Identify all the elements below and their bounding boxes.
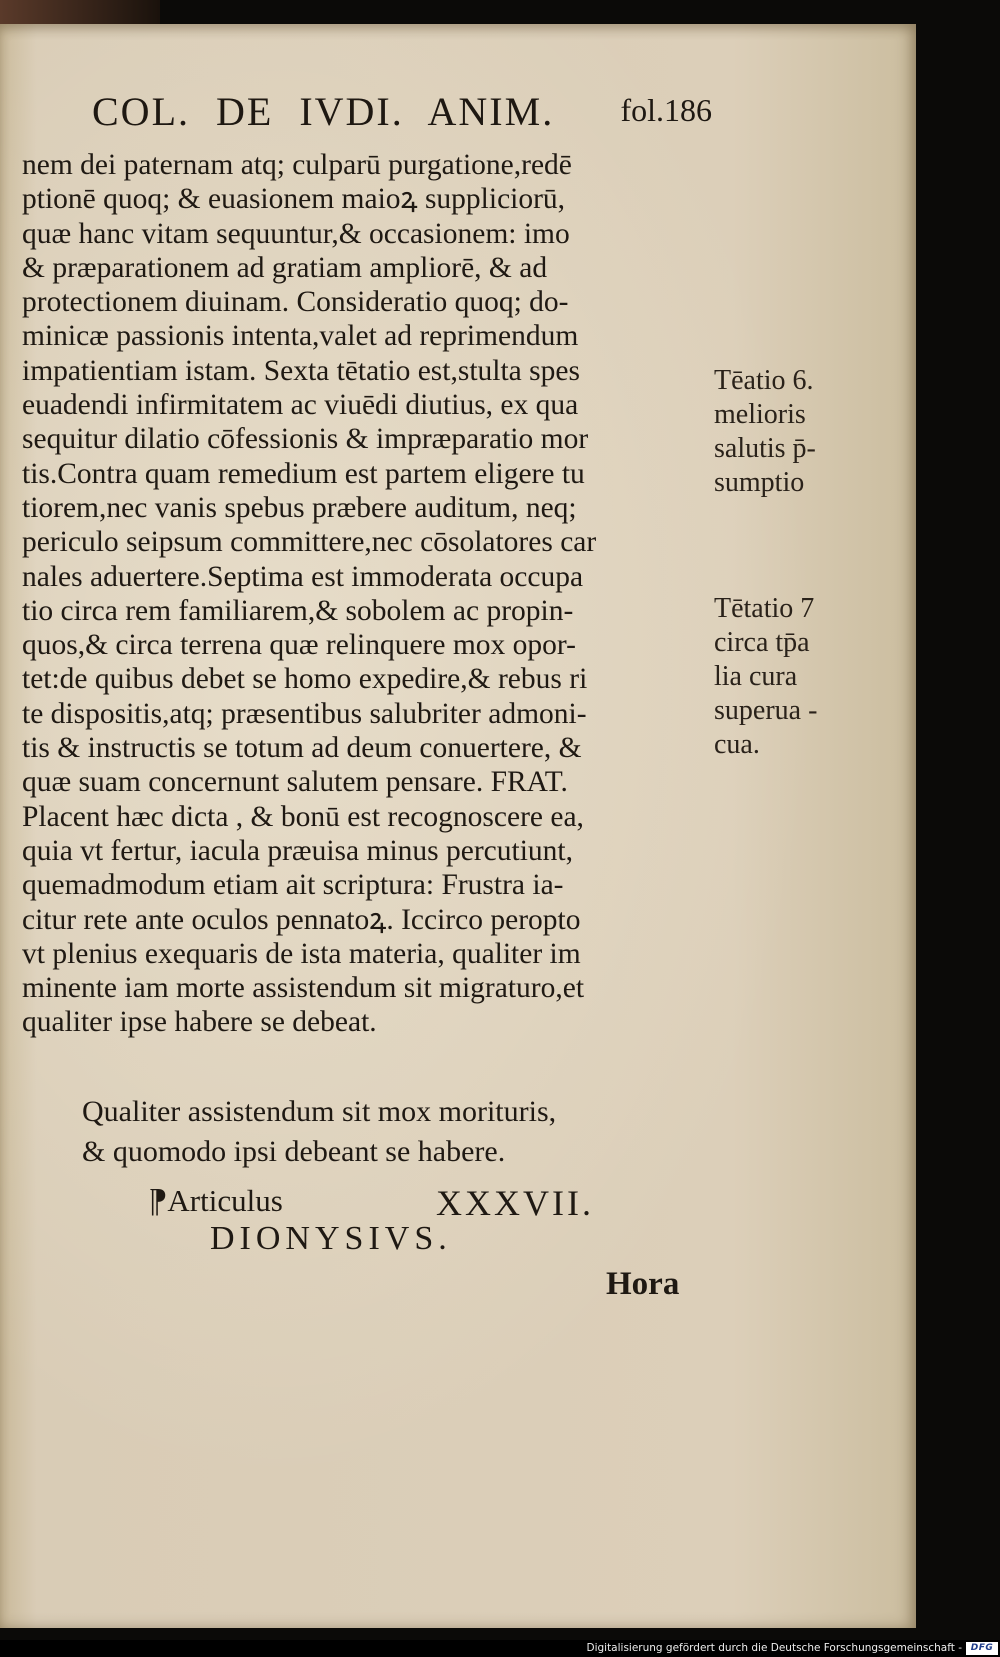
text-line: ptionē quoq; & euasionem maioꝝ suppliciorū, — [22, 183, 566, 216]
text-line: nales aduertere.Septima est immoderata occupa — [22, 560, 584, 593]
book-edge — [0, 0, 160, 24]
section-title-line: & quomodo ipsi debeant se habere. — [82, 1135, 506, 1168]
folio-number: fol.186 — [620, 92, 712, 128]
text-line: citur rete ante oculos pennatoꝝ. Iccirco peropto — [22, 903, 581, 936]
text-line: quia vt fertur, iacula præuisa minus percutiunt, — [22, 834, 573, 867]
text-line: impatientiam istam. Sexta tētatio est,stulta spes — [22, 354, 580, 387]
text-line: vt plenius exequaris de ista materia, qualiter im — [22, 937, 581, 970]
text-line: te dispositis,atq; præsentibus salubriter admoni- — [22, 697, 587, 730]
margin-note-line: Tētatio 7 — [714, 593, 815, 624]
text-line: qualiter ipse habere se debeat. — [22, 1006, 377, 1039]
page-header — [92, 88, 712, 138]
margin-note-line: melioris — [714, 399, 806, 430]
running-title: COL. DE IVDI. ANIM. — [92, 89, 555, 134]
margin-note-line: superua - — [714, 695, 818, 726]
text-line: protectionem diuinam. Consideratio quoq; do- — [22, 286, 569, 319]
text-line: quos,& circa terrena quæ relinquere mox opor- — [22, 629, 576, 662]
digitization-credit: Digitalisierung gefördert durch die Deutsche Forschungsgemeinschaft - — [586, 1642, 962, 1654]
text-line: sequitur dilatio cōfessionis & impræparatio mor — [22, 423, 589, 456]
text-line: quemadmodum etiam ait scriptura: Frustra ia- — [22, 869, 564, 902]
margin-note-line: circa tp̄a — [714, 627, 810, 658]
article-heading — [150, 1182, 630, 1223]
margin-note-line: salutis p̄- — [714, 433, 816, 464]
section-title — [82, 1092, 556, 1172]
text-line: quæ suam concernunt salutem pensare. FRAT. — [22, 766, 568, 799]
section-title-line: Qualiter assistendum sit mox morituris, — [82, 1095, 557, 1128]
margin-note-temptation-7 — [714, 592, 864, 762]
margin-note-line: cua. — [714, 729, 760, 760]
pilcrow-icon: ¶ — [150, 1182, 166, 1219]
dfg-logo: DFG — [966, 1642, 998, 1655]
text-line: nem dei paternam atq; culparū purgatione,redē — [22, 149, 572, 181]
text-line: quæ hanc vitam sequuntur,& occasionem: imo — [22, 217, 570, 250]
text-line: tiorem,nec vanis spebus præbere auditum, neq; — [22, 491, 577, 524]
margin-note-line: lia cura — [714, 661, 798, 692]
text-line: tio circa rem familiarem,& sobolem ac propin- — [22, 594, 574, 627]
margin-note-temptation-6 — [714, 364, 864, 500]
text-line: Placent hæc dicta , & bonū est recognoscere ea, — [22, 800, 584, 833]
margin-note-line: sumptio — [714, 467, 805, 498]
text-line: periculo seipsum committere,nec cōsolatores car — [22, 526, 597, 559]
text-line: euadendi infirmitatem ac viuēdi diutius, ex qua — [22, 389, 579, 422]
text-line: tet:de quibus debet se homo expedire,& rebus ri — [22, 663, 588, 696]
text-line: & præparationem ad gratiam ampliorē, & ad — [22, 251, 548, 284]
text-line: tis & instructis se totum ad deum conuertere, & — [22, 732, 582, 765]
text-line: minente iam morte assistendum sit migraturo,et — [22, 972, 585, 1005]
catchword: Hora — [606, 1266, 680, 1302]
article-number: XXXVII. — [436, 1183, 594, 1223]
text-line: tis.Contra quam remedium est partem eligere tu — [22, 457, 585, 490]
margin-note-line: Tēatio 6. — [714, 365, 814, 396]
text-line: minicæ passionis intenta,valet ad reprimendum — [22, 320, 579, 353]
main-text-block — [22, 148, 702, 1040]
article-label: Articulus — [167, 1183, 283, 1218]
speaker-name: DIONYSIVS. — [210, 1220, 452, 1257]
